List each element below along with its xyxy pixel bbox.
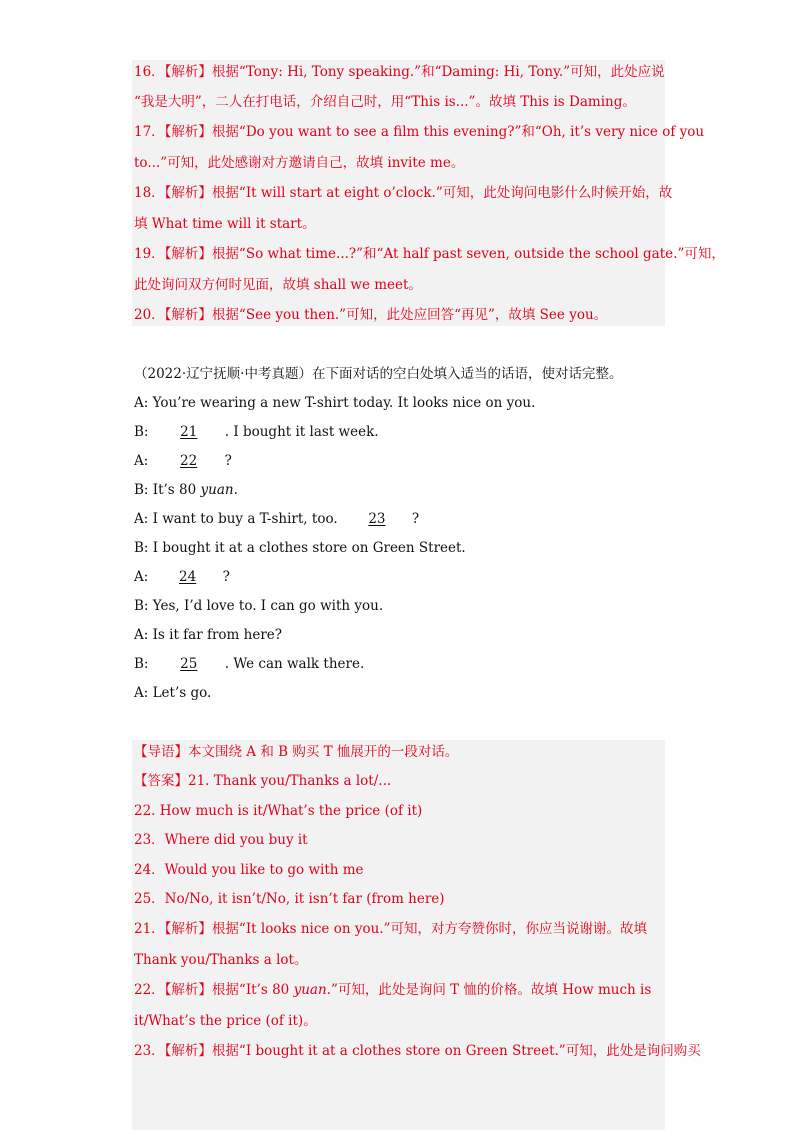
answer-line: 【答案】21. Thank you/Thanks a lot/... xyxy=(134,773,392,789)
explanation-block-16-20 xyxy=(132,60,725,326)
speaker-label: B: xyxy=(134,656,153,672)
dialogue-text: . We can walk there. xyxy=(224,656,365,672)
dialogue-italic: yuan xyxy=(200,482,234,498)
explanation-italic: yuan xyxy=(293,982,327,998)
answer-block-21-25 xyxy=(132,740,701,1130)
explanation-text: .”可知，此处是询问 T 恤的价格。故填 How much is xyxy=(326,982,652,998)
dialogue-text: B: It’s 80 xyxy=(134,482,201,498)
dialogue-text: A: I want to buy a T-shirt, too. xyxy=(134,511,342,527)
explanation-line: 填 What time will it start。 xyxy=(134,216,316,232)
explanation-line: to...”可知，此处感谢对方邀请自己，故填 invite me。 xyxy=(134,155,465,171)
explanation-line: 23．【解析】根据“I bought it at a clothes store on Green Street.”可知，此处是询问购买 xyxy=(134,1043,701,1059)
dialogue-line: B: I bought it at a clothes store on Green Street. xyxy=(134,540,466,556)
explanation-line: 19．【解析】根据“So what time...?”和“At half past seven, outside the school gate.”可知， xyxy=(134,246,725,262)
dialogue-line xyxy=(134,509,419,529)
dialogue-line: A: Is it far from here? xyxy=(134,627,282,643)
blank-24: 24 xyxy=(179,569,197,585)
explanation-line: Thank you/Thanks a lot。 xyxy=(134,952,308,968)
explanation-line: 21．【解析】根据“It looks nice on you.”可知，对方夸赞你时，你应当说谢谢。故填 xyxy=(134,921,647,937)
explanation-line: 16．【解析】根据“Tony: Hi, Tony speaking.”和“Daming: Hi, Tony.”可知，此处应说 xyxy=(134,64,665,80)
speaker-label: A: xyxy=(134,569,153,585)
answer-line: 22. How much is it/What’s the price (of it) xyxy=(134,803,423,819)
explanation-line: it/What’s the price (of it)。 xyxy=(134,1013,317,1029)
dialogue-line: A: Let’s go. xyxy=(134,685,212,701)
guide-text: 【导语】本文围绕 A 和 B 购买 T 恤展开的一段对话。 xyxy=(134,744,459,760)
explanation-text: 22．【解析】根据“It’s 80 xyxy=(134,982,294,998)
blank-25: 25 xyxy=(180,656,198,672)
answer-line: 24．Would you like to go with me xyxy=(134,862,364,878)
explanation-line: 此处询问双方何时见面，故填 shall we meet。 xyxy=(134,277,422,293)
dialogue-text: . xyxy=(233,482,238,498)
answer-line: 25．No/No, it isn’t/No, it isn’t far (from here) xyxy=(134,891,445,907)
dialogue-line xyxy=(134,654,364,674)
dialogue-line: B: Yes, I’d love to. I can go with you. xyxy=(134,598,384,614)
dialogue-line xyxy=(134,451,232,471)
question-intro: （2022·辽宁抚顺·中考真题）在下面对话的空白处填入适当的话语，使对话完整。 xyxy=(134,366,623,382)
dialogue-line xyxy=(134,480,238,500)
blank-23: 23 xyxy=(368,511,386,527)
dialogue-text: ? xyxy=(411,511,420,527)
dialogue-text: . I bought it last week. xyxy=(224,424,379,440)
explanation-line xyxy=(134,980,651,1000)
blank-21: 21 xyxy=(180,424,198,440)
speaker-label: A: xyxy=(134,453,153,469)
explanation-line: 18．【解析】根据“It will start at eight o’clock.”可知，此处询问电影什么时候开始，故 xyxy=(134,185,673,201)
dialogue-line: A: You’re wearing a new T-shirt today. It looks nice on you. xyxy=(134,395,536,411)
dialogue-text: ? xyxy=(222,569,230,585)
dialogue-line xyxy=(134,422,379,442)
answer-line: 23．Where did you buy it xyxy=(134,832,308,848)
dialogue-text: ? xyxy=(224,453,232,469)
explanation-line: “我是大明”，二人在打电话，介绍自己时，用“This is...”。故填 This is Daming。 xyxy=(134,94,636,110)
dialogue-line xyxy=(134,567,230,587)
blank-22: 22 xyxy=(180,453,198,469)
speaker-label: B: xyxy=(134,424,153,440)
explanation-line: 20．【解析】根据“See you then.”可知，此处应回答“再见”，故填 See you。 xyxy=(134,307,608,323)
explanation-line: 17．【解析】根据“Do you want to see a film this evening?”和“Oh, it’s very nice of you xyxy=(134,124,705,140)
